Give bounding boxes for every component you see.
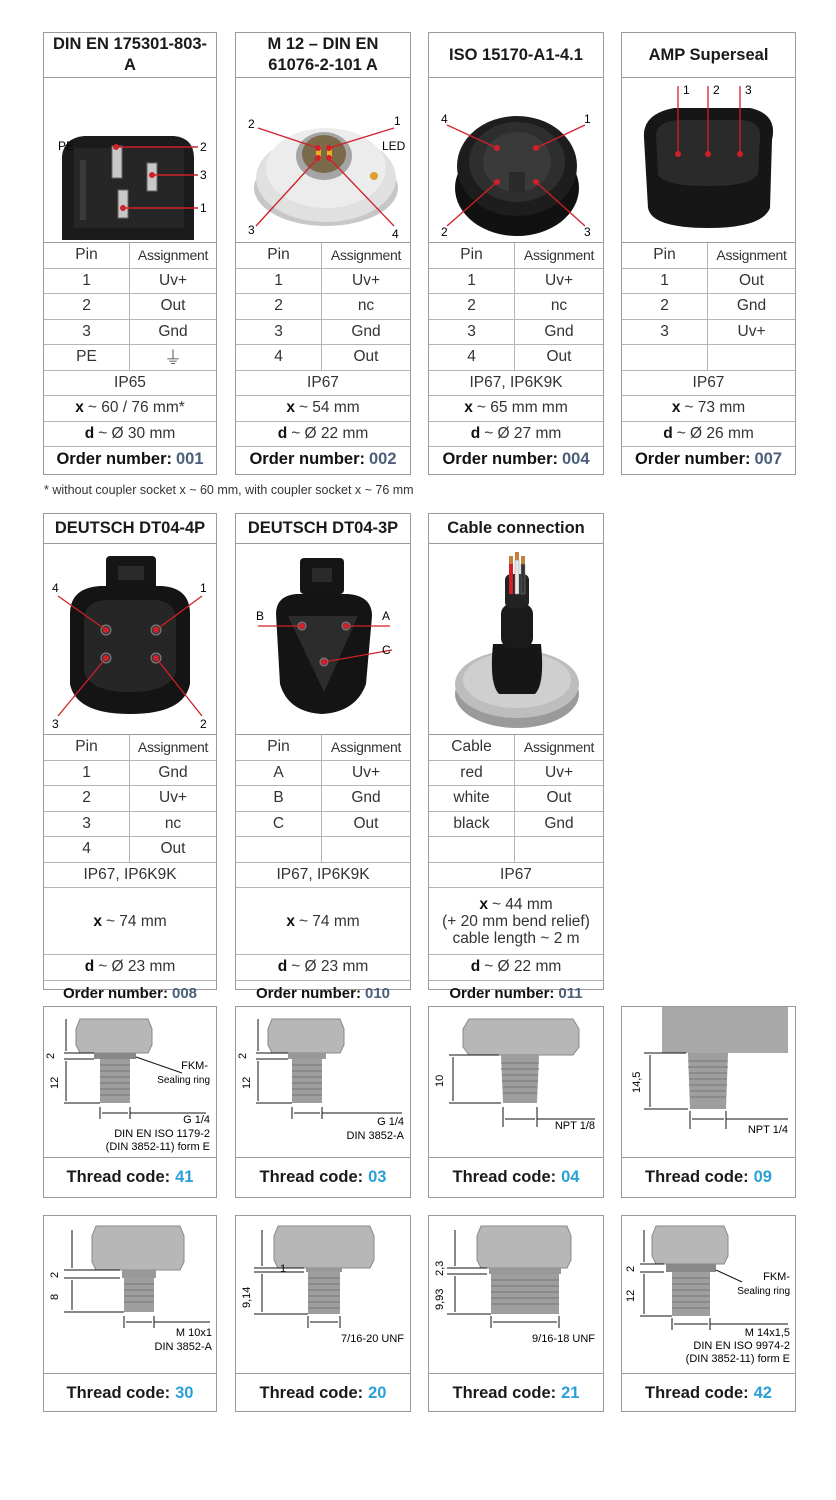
pin-row: [429, 812, 603, 838]
pin-row: [622, 269, 795, 295]
pin-header-row: [429, 735, 603, 761]
d-symbol: d: [84, 958, 95, 976]
protection-class: IP67, IP6K9K: [44, 863, 216, 889]
thread-label: 7/16-20 UNF: [341, 1333, 404, 1345]
assignment-cell: Uv+: [352, 763, 380, 781]
order-label: Order number:: [634, 450, 751, 468]
thread-card-42: [621, 1215, 796, 1412]
thread-code-num: 30: [175, 1384, 194, 1402]
x-extra-bend-relief: (+ 20 mm bend relief): [442, 912, 590, 930]
order-num: 010: [364, 984, 391, 1002]
assignment-header: Assignment: [137, 739, 209, 756]
assignment-cell: Gnd: [736, 297, 767, 315]
thread-code-num: 09: [753, 1168, 772, 1186]
callout-label: 2: [713, 83, 720, 97]
length-x: [44, 888, 216, 955]
length-x: [429, 888, 603, 955]
cable-header: Cable: [429, 735, 515, 760]
order-label: Order number:: [62, 984, 168, 1002]
assignment-cell: Gnd: [544, 814, 574, 832]
d-value: ~ Ø 22 mm: [484, 958, 562, 976]
callout-label: 3: [200, 168, 207, 182]
x-symbol: x: [464, 399, 473, 417]
pin-row: [44, 786, 216, 812]
thread-label: NPT 1/4: [747, 1124, 788, 1136]
order-number: [236, 447, 410, 472]
thread-code-label: Thread code:: [452, 1168, 557, 1186]
x-value: ~ 44 mm: [491, 895, 553, 913]
pin-row: [44, 837, 216, 863]
dim-label: 2: [237, 1052, 249, 1059]
pin-cell: 4: [44, 837, 130, 862]
pin-row: [44, 812, 216, 838]
thread-label: DIN EN ISO 1179-2: [114, 1128, 210, 1140]
callout-label: 1: [394, 114, 401, 128]
order-label: Order number:: [449, 984, 555, 1002]
callout-label: 3: [745, 83, 752, 97]
pin-row: [622, 294, 795, 320]
thread-label: G 1/4: [377, 1116, 404, 1128]
d-value: ~ Ø 22 mm: [291, 424, 369, 442]
thread-code: [236, 1374, 410, 1413]
callout-label: 1: [683, 83, 690, 97]
length-x: [429, 396, 603, 422]
thread-code-label: Thread code:: [259, 1168, 364, 1186]
pin-row: [622, 320, 795, 346]
x-symbol: x: [286, 399, 295, 417]
dim-label: 2: [49, 1271, 61, 1278]
thread-label: DIN 3852-A: [346, 1130, 404, 1142]
d-value: ~ Ø 23 mm: [291, 958, 369, 976]
callout-label: 1: [200, 581, 207, 595]
thread-code-label: Thread code:: [452, 1384, 557, 1402]
thread-label: M 10x1: [175, 1327, 212, 1339]
pin-header-row: [44, 735, 216, 761]
x-value: ~ 74 mm: [105, 912, 167, 930]
d-symbol: d: [470, 424, 481, 442]
connector-title: ISO 15170-A1-4.1: [429, 33, 603, 78]
x-value: ~ 73 mm: [684, 399, 746, 417]
callout-label: B: [256, 609, 265, 623]
assignment-cell: Uv+: [545, 271, 573, 289]
order-label: Order number:: [249, 450, 365, 468]
protection-class: IP67: [622, 371, 795, 397]
x-value: ~ 74 mm: [298, 912, 360, 930]
x-value: ~ 60 / 76 mm*: [87, 399, 185, 417]
dim-label: 12: [625, 1289, 637, 1302]
thread-drawing: [236, 1216, 410, 1374]
d-symbol: d: [663, 424, 673, 442]
assignment-cell: Out: [353, 814, 379, 832]
assignment-cell: Uv+: [159, 789, 187, 807]
connector-image-din: [44, 78, 216, 243]
diameter-d: [622, 422, 795, 448]
thread-drawing: [622, 1216, 795, 1374]
order-number: [429, 981, 603, 1006]
order-num: 004: [562, 450, 590, 468]
pin-row: [44, 345, 216, 371]
assignment-cell: nc: [357, 297, 375, 315]
thread-label: NPT 1/8: [554, 1120, 595, 1132]
diameter-d: [429, 422, 603, 448]
connector-image-dt04-3p: [236, 544, 410, 735]
assignment-cell: Uv+: [159, 271, 187, 289]
length-x: [622, 396, 795, 422]
callout-label: LED: [382, 139, 406, 153]
pin-header-row: [44, 243, 216, 269]
protection-class: IP65: [44, 371, 216, 397]
pin-header: Pin: [236, 735, 322, 760]
x-value: ~ 54 mm: [298, 399, 360, 417]
assignment-cell: [322, 837, 410, 862]
connector-card-m12: [235, 32, 411, 475]
d-symbol: d: [470, 958, 481, 976]
pin-row: [236, 812, 410, 838]
pin-row: [429, 786, 603, 812]
callout-label: 3: [584, 225, 591, 239]
thread-label: DIN 3852-A: [154, 1341, 212, 1353]
pin-cell: C: [236, 812, 322, 837]
assignment-cell: [708, 345, 795, 370]
pin-cell: 2: [44, 786, 130, 811]
connector-card-amp: [621, 32, 796, 475]
pin-header: Pin: [236, 243, 322, 268]
thread-label: FKM-: [763, 1271, 790, 1283]
thread-code-label: Thread code:: [66, 1168, 171, 1186]
order-number: [622, 447, 795, 472]
cable-cell: black: [429, 812, 515, 837]
cable-cell: white: [429, 786, 515, 811]
callout-label: 4: [392, 227, 399, 241]
pin-cell: 2: [236, 294, 322, 319]
pin-cell: B: [236, 786, 322, 811]
dim-label: 10: [434, 1074, 446, 1087]
pin-header: Pin: [622, 243, 708, 268]
length-x: [44, 396, 216, 422]
x-symbol: x: [479, 895, 488, 913]
diameter-d: [429, 955, 603, 981]
order-label: Order number:: [255, 984, 361, 1002]
length-x: [236, 396, 410, 422]
callout-label: 3: [52, 717, 59, 731]
thread-drawing: [622, 1007, 795, 1158]
length-x: [236, 888, 410, 955]
thread-code: [236, 1158, 410, 1197]
pin-header-row: [429, 243, 603, 269]
d-value: ~ Ø 27 mm: [484, 424, 562, 442]
x-symbol: x: [93, 912, 102, 930]
pin-row: [236, 269, 410, 295]
protection-class: IP67: [236, 371, 410, 397]
pin-row: [429, 345, 603, 371]
thread-code: [44, 1158, 216, 1197]
thread-code: [429, 1374, 603, 1413]
pin-header: Pin: [44, 735, 130, 760]
pin-cell: 1: [622, 269, 708, 294]
pin-row-empty: [429, 837, 603, 863]
thread-code-num: 21: [561, 1384, 580, 1402]
thread-code: [622, 1374, 795, 1413]
x-value: ~ 65 mm mm: [476, 399, 568, 417]
assignment-cell: Out: [353, 348, 379, 366]
thread-label: 9/16-18 UNF: [532, 1333, 595, 1345]
connector-title: DIN EN 175301-803-A: [44, 33, 216, 78]
pin-row: [236, 320, 410, 346]
thread-code-num: 42: [753, 1384, 772, 1402]
thread-code-label: Thread code:: [645, 1168, 749, 1186]
thread-card-03: [235, 1006, 411, 1198]
diameter-d: [44, 955, 216, 981]
pin-cell: 4: [236, 345, 322, 370]
pin-row: [236, 761, 410, 787]
pin-row: [236, 345, 410, 371]
connector-card-dt04-3p: [235, 513, 411, 1002]
d-value: ~ Ø 26 mm: [676, 424, 754, 442]
thread-card-04: [428, 1006, 604, 1198]
pin-row: [44, 294, 216, 320]
assignment-cell: Out: [739, 271, 764, 289]
protection-class: IP67: [429, 863, 603, 889]
callout-label: 2: [200, 717, 207, 731]
thread-card-09: [621, 1006, 796, 1198]
assignment-cell: Out: [546, 789, 572, 807]
pin-row: [429, 269, 603, 295]
thread-card-20: [235, 1215, 411, 1412]
pin-header: Pin: [429, 243, 515, 268]
thread-drawing: [236, 1007, 410, 1158]
dim-label: 14,5: [631, 1071, 643, 1093]
pin-cell: 4: [429, 345, 515, 370]
pin-row: [429, 761, 603, 787]
thread-label: (DIN 3852-11) form E: [685, 1353, 790, 1365]
callout-label: 3: [248, 223, 255, 237]
order-number: [44, 447, 216, 472]
thread-card-30: [43, 1215, 217, 1412]
pin-row: [44, 269, 216, 295]
pin-header: Pin: [44, 243, 130, 268]
dim-label: 9,93: [434, 1288, 446, 1310]
connector-title: M 12 – DIN EN 61076-2-101 A: [236, 33, 410, 78]
d-value: ~ Ø 23 mm: [98, 958, 176, 976]
callout-label: 2: [200, 140, 207, 154]
thread-card-21: [428, 1215, 604, 1412]
callout-label: PE: [58, 139, 75, 153]
thread-code-label: Thread code:: [259, 1384, 364, 1402]
protection-class: IP67, IP6K9K: [236, 863, 410, 889]
connector-title: DEUTSCH DT04-3P: [236, 514, 410, 544]
pin-row-empty: [236, 837, 410, 863]
d-symbol: d: [84, 424, 95, 442]
order-number: [236, 981, 410, 1006]
connector-card-din: [43, 32, 217, 475]
assignment-cell: Uv+: [545, 763, 573, 781]
assignment-header: Assignment: [523, 247, 595, 264]
pin-row: [44, 761, 216, 787]
thread-code-num: 20: [368, 1384, 387, 1402]
thread-drawing: [44, 1216, 216, 1374]
dim-label: 1: [280, 1263, 287, 1275]
thread-label: Sealing ring: [737, 1286, 790, 1297]
callout-label: 4: [52, 581, 59, 595]
pin-cell: 3: [44, 320, 130, 345]
connector-image-cable: [429, 544, 603, 735]
pin-header-row: [236, 243, 410, 269]
assignment-header: Assignment: [137, 247, 209, 264]
callout-label: 1: [200, 201, 207, 215]
pin-cell: 3: [236, 320, 322, 345]
connector-image-dt04-4p: [44, 544, 216, 735]
assignment-cell: Out: [160, 840, 186, 858]
thread-label: Sealing ring: [157, 1075, 210, 1086]
d-symbol: d: [277, 958, 288, 976]
thread-code: [429, 1158, 603, 1197]
cable-cell: red: [429, 761, 515, 786]
order-num: 011: [558, 984, 583, 1002]
assignment-cell: Out: [160, 297, 186, 315]
order-num: 001: [176, 450, 204, 468]
connector-card-iso: [428, 32, 604, 475]
diameter-d: [236, 422, 410, 448]
connector-image-iso: [429, 78, 603, 243]
thread-label: (DIN 3852-11) form E: [105, 1141, 210, 1153]
order-label: Order number:: [56, 450, 172, 468]
pin-row: [44, 320, 216, 346]
connector-card-cable: [428, 513, 604, 1002]
cable-cell: [429, 837, 515, 862]
thread-drawing: [429, 1007, 603, 1158]
pin-row-empty: [622, 345, 795, 371]
callout-label: C: [382, 643, 391, 657]
pin-header-row: [236, 735, 410, 761]
callout-label: A: [382, 609, 391, 623]
pin-cell: 3: [44, 812, 130, 837]
pin-cell: 2: [622, 294, 708, 319]
order-num: 007: [754, 450, 783, 468]
assignment-cell: Gnd: [544, 322, 574, 340]
pin-cell: 2: [429, 294, 515, 319]
pin-row: [236, 786, 410, 812]
pin-cell: PE: [44, 345, 130, 370]
callout-label: 1: [584, 112, 591, 126]
pin-cell: 1: [44, 269, 130, 294]
connector-title: AMP Superseal: [622, 33, 795, 78]
pin-cell: [622, 345, 708, 370]
pin-cell: 3: [429, 320, 515, 345]
assignment-cell: Uv+: [352, 271, 380, 289]
pin-cell: 2: [44, 294, 130, 319]
order-label: Order number:: [442, 450, 558, 468]
thread-code: [622, 1158, 795, 1197]
protection-class: IP67, IP6K9K: [429, 371, 603, 397]
assignment-cell: nc: [550, 297, 568, 315]
assignment-cell: Gnd: [351, 322, 381, 340]
dim-label: 12: [241, 1076, 253, 1089]
dim-label: 2: [45, 1052, 57, 1059]
order-number: [429, 447, 603, 472]
thread-code-num: 41: [175, 1168, 194, 1186]
thread-card-41: [43, 1006, 217, 1198]
connector-title: Cable connection: [429, 514, 603, 544]
assignment-cell: Out: [546, 348, 572, 366]
pin-row: [236, 294, 410, 320]
dim-label: 12: [49, 1076, 61, 1089]
thread-drawing: [44, 1007, 216, 1158]
order-num: 002: [369, 450, 397, 468]
pin-cell: 1: [429, 269, 515, 294]
pin-cell: A: [236, 761, 322, 786]
pin-row: [429, 294, 603, 320]
pin-cell: 1: [44, 761, 130, 786]
order-num: 008: [171, 984, 198, 1002]
footnote: * without coupler socket x ~ 60 mm, with coupler socket x ~ 76 mm: [44, 483, 414, 497]
callout-label: 2: [441, 225, 448, 239]
connector-image-amp: [622, 78, 795, 243]
order-number: [44, 981, 216, 1006]
thread-drawing: [429, 1216, 603, 1374]
dim-label: 9,14: [241, 1286, 253, 1308]
connector-title: DEUTSCH DT04-4P: [44, 514, 216, 544]
thread-label: FKM-: [181, 1060, 208, 1072]
x-symbol: x: [671, 399, 681, 417]
assignment-cell: nc: [164, 814, 182, 832]
d-value: ~ Ø 30 mm: [98, 424, 176, 442]
callout-label: 4: [441, 112, 448, 126]
thread-label: M 14x1,5: [744, 1327, 790, 1339]
connector-image-m12: [236, 78, 410, 243]
assignment-cell: Gnd: [351, 789, 381, 807]
connector-card-dt04-4p: [43, 513, 217, 1002]
callout-label: 2: [248, 117, 255, 131]
thread-code-label: Thread code:: [645, 1384, 749, 1402]
pin-row: [429, 320, 603, 346]
ground-symbol-icon: ⏚: [164, 348, 182, 369]
assignment-cell: Gnd: [158, 322, 188, 340]
assignment-header: Assignment: [330, 247, 402, 264]
x-extra-cable-length: cable length ~ 2 m: [452, 929, 580, 947]
thread-code-num: 03: [368, 1168, 387, 1186]
d-symbol: d: [277, 424, 288, 442]
assignment-cell: Uv+: [737, 322, 766, 340]
assignment-header: Assignment: [716, 247, 787, 264]
thread-code-label: Thread code:: [66, 1384, 171, 1402]
pin-header-row: [622, 243, 795, 269]
diameter-d: [236, 955, 410, 981]
thread-label: DIN EN ISO 9974-2: [693, 1340, 790, 1352]
assignment-header: Assignment: [330, 739, 402, 756]
x-symbol: x: [75, 399, 84, 417]
assignment-cell: Gnd: [158, 763, 188, 781]
pin-cell: 1: [236, 269, 322, 294]
dim-label: 8: [49, 1293, 61, 1300]
thread-label: G 1/4: [183, 1114, 210, 1126]
pin-cell: [236, 837, 322, 862]
dim-label: 2: [625, 1265, 637, 1272]
thread-code: [44, 1374, 216, 1413]
thread-code-num: 04: [561, 1168, 580, 1186]
pin-cell: 3: [622, 320, 708, 345]
diameter-d: [44, 422, 216, 448]
x-symbol: x: [286, 912, 295, 930]
dim-label: 2,3: [434, 1260, 446, 1276]
assignment-cell: [515, 837, 603, 862]
assignment-header: Assignment: [523, 739, 595, 756]
